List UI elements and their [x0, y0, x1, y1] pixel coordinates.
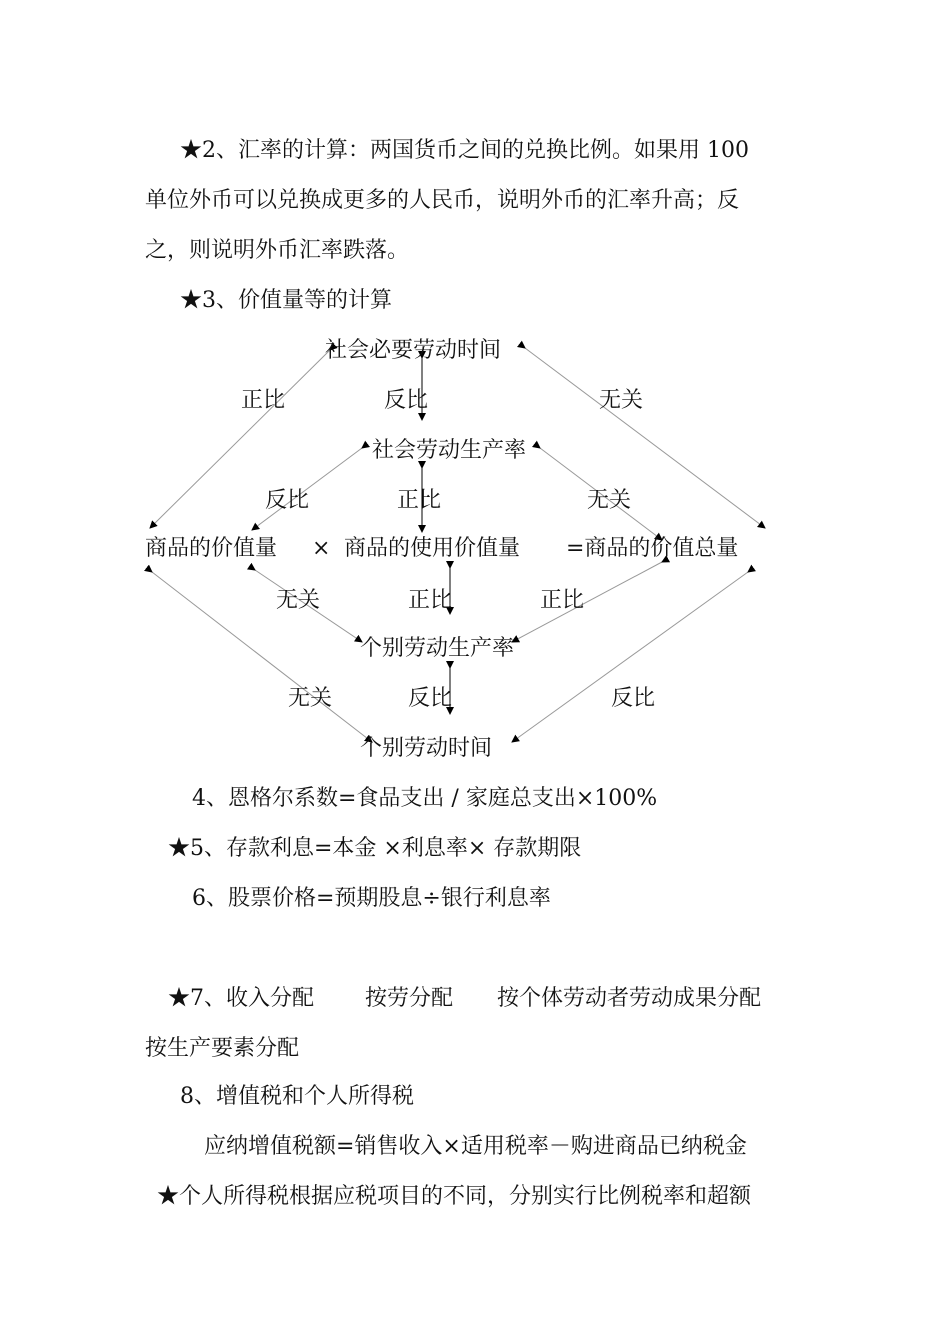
- node-social-necessary-labor-time: 社会必要劳动时间: [325, 338, 502, 363]
- vat-formula: 应纳增值税额=销售收入×适用税率－购进商品已纳税金: [204, 1134, 747, 1159]
- exchange-rate-line-2: 单位外币可以兑换成更多的人民币，说明外币的汇率升高；反: [145, 188, 740, 213]
- label-r2-left: 反比: [265, 488, 310, 513]
- label-r2-mid: 正比: [397, 488, 442, 513]
- label-r3-right: 正比: [540, 588, 585, 613]
- label-r2-right: 无关: [587, 488, 632, 513]
- exchange-rate-line-1: ★2、汇率的计算：两国货币之间的兑换比例。如果用 100: [180, 138, 749, 163]
- label-r4-mid: 反比: [408, 686, 453, 711]
- deposit-interest: ★5、存款利息=本金 ×利息率× 存款期限: [168, 836, 582, 861]
- node-individual-labor-productivity: 个别劳动生产率: [360, 636, 515, 661]
- label-r3-mid: 正比: [408, 588, 453, 613]
- label-r4-left: 无关: [288, 686, 333, 711]
- stock-price: 6、股票价格=预期股息÷银行利息率: [192, 886, 551, 911]
- label-r4-right: 反比: [611, 686, 656, 711]
- node-social-labor-productivity: 社会劳动生产率: [372, 438, 527, 463]
- node-commodity-total-value: =商品的价值总量: [566, 536, 739, 561]
- income-tax-text: ★个人所得税根据应税项目的不同，分别实行比例税率和超额: [157, 1184, 752, 1209]
- label-r1-left: 正比: [241, 388, 286, 413]
- label-r3-left: 无关: [276, 588, 321, 613]
- engel-coefficient: 4、恩格尔系数=食品支出 / 家庭总支出×100%: [192, 786, 658, 811]
- edge-social-time-to-total-value: [525, 348, 765, 528]
- label-r1-right: 无关: [599, 388, 644, 413]
- exchange-rate-line-3: 之，则说明外币汇率跌落。: [145, 238, 410, 263]
- label-r1-mid: 反比: [384, 388, 429, 413]
- edge-unit-value-to-indiv-time: [152, 572, 372, 742]
- distribution-by-labor: 按劳分配: [365, 986, 454, 1011]
- value-calc-title: ★3、价值量等的计算: [180, 288, 392, 313]
- node-commodity-unit-value: 商品的价值量: [145, 536, 278, 561]
- node-individual-labor-time: 个别劳动时间: [360, 736, 493, 761]
- node-times-sign: ×: [312, 536, 331, 561]
- income-distribution-title: ★7、收入分配: [168, 986, 314, 1011]
- node-commodity-use-value: 商品的使用价值量: [344, 536, 521, 561]
- tax-title: 8、增值税和个人所得税: [180, 1084, 414, 1109]
- distribution-by-production-factors: 按生产要素分配: [145, 1036, 300, 1061]
- edge-total-value-to-indiv-prod: [512, 562, 662, 642]
- distribution-by-individual-labor: 按个体劳动者劳动成果分配: [497, 986, 762, 1011]
